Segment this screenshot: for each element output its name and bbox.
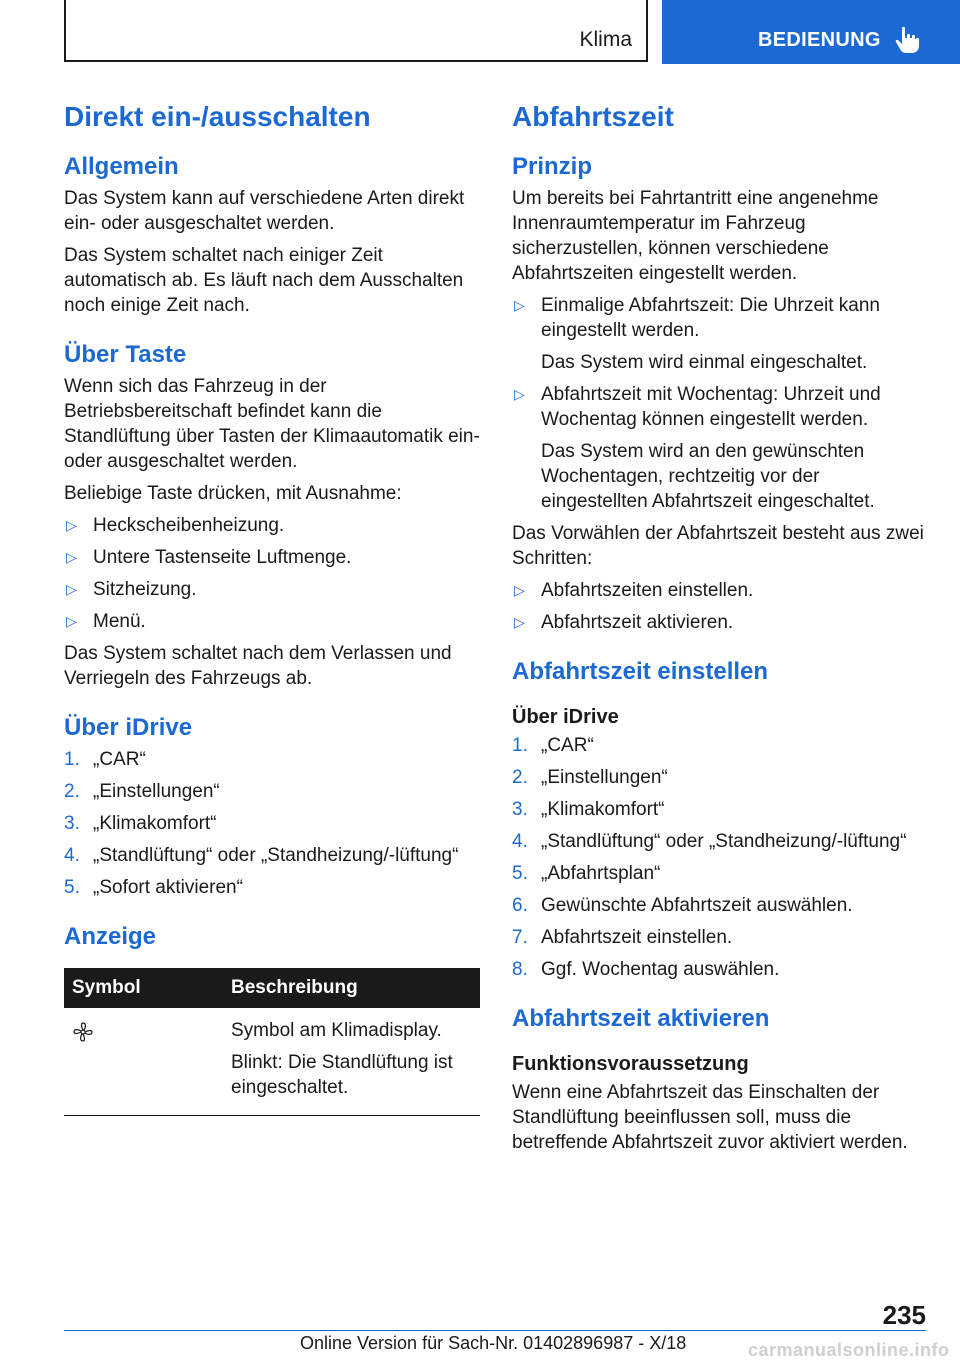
einstellen-steps [512, 733, 928, 982]
paragraph: Das System schaltet nach dem Verlassen und Verriegeln des Fahrzeugs ab. [64, 643, 452, 689]
heading-allgemein: Allgemein [64, 153, 179, 180]
header-section-box [64, 0, 648, 62]
list-item: 3. „Klimakomfort“ [64, 813, 217, 834]
list-item: 8. Ggf. Wochentag auswählen. [512, 959, 780, 980]
list-item: 4. „Standlüftung“ oder „Standheizung/-lüftung“ [64, 845, 459, 866]
watermark: carmanualsonline.info [748, 1340, 950, 1360]
table-header-symbol: Symbol [64, 968, 223, 1008]
header-chapter-title: BEDIENUNG [758, 29, 881, 51]
triangle-bullet-icon: ▷ [514, 297, 525, 313]
list-item: ▷ Heckscheibenheizung. [66, 515, 285, 536]
heading-ueber-idrive: Über iDrive [64, 714, 193, 741]
triangle-bullet-icon: ▷ [514, 614, 525, 630]
header-chapter-tab[interactable] [662, 0, 960, 64]
list-item: 1. „CAR“ [64, 749, 146, 770]
subheading-ueber-idrive: Über iDrive [512, 706, 619, 728]
list-item: 7. Abfahrtszeit einstellen. [512, 927, 733, 948]
table-cell-text: Symbol am Klimadisplay. [231, 1020, 442, 1041]
list-item: ▷ Abfahrtszeit aktivieren. [514, 612, 734, 633]
page-number: 235 [882, 1300, 926, 1330]
list-item: ▷ Untere Tastenseite Luftmenge. [66, 547, 352, 568]
triangle-bullet-icon: ▷ [514, 386, 525, 402]
abfahrtszeit-types [512, 293, 928, 514]
triangle-bullet-icon: ▷ [66, 549, 77, 565]
paragraph: Wenn sich das Fahrzeug in der Betriebsbereitschaft befindet kann die Standlüftung über Tasten der Klimaautomatik ein- oder ausgeschaltet werden. [64, 376, 480, 472]
triangle-bullet-icon: ▷ [66, 517, 77, 533]
symbol-table [64, 968, 480, 1116]
triangle-bullet-icon: ▷ [66, 581, 77, 597]
online-version-text: Online Version für Sach-Nr. 01402896987 - X/18 [300, 1333, 687, 1353]
paragraph: Das Vorwählen der Abfahrtszeit besteht aus zwei Schritten: [512, 523, 924, 569]
triangle-bullet-icon: ▷ [66, 613, 77, 629]
list-item: ▷ Einmalige Abfahrtszeit: Die Uhrzeit kann eingestellt werden. Das System wird einmal eingeschaltet. [514, 295, 880, 373]
heading-abfahrtszeit-einstellen: Abfahrtszeit einstellen [512, 658, 769, 685]
list-item: 2. „Einstellungen“ [512, 767, 668, 788]
heading-abfahrtszeit-aktivieren: Abfahrtszeit aktivieren [512, 1005, 770, 1032]
right-column [512, 100, 928, 1162]
list-item: 1. „CAR“ [512, 735, 594, 756]
list-item: ▷ Menü. [66, 611, 146, 632]
triangle-bullet-icon: ▷ [514, 582, 525, 598]
list-item: 5. „Abfahrtsplan“ [512, 863, 661, 884]
list-item: 5. „Sofort aktivieren“ [64, 877, 243, 898]
step-list [512, 578, 928, 635]
list-item: 2. „Einstellungen“ [64, 781, 220, 802]
list-item: 3. „Klimakomfort“ [512, 799, 665, 820]
table-cell-text: Blinkt: Die Standlüftung ist eingeschaltet. [231, 1052, 453, 1098]
list-item: ▷ Abfahrtszeit mit Wochentag: Uhrzeit und Wochentag können eingestellt werden. Das System wird an den gewünschten Wochentagen, rechtzeitig vor der eingestellten Abfahrtszeit eingeschaltet. [514, 384, 881, 512]
exception-list [64, 513, 480, 634]
heading-prinzip: Prinzip [512, 153, 593, 180]
table-row [64, 1008, 480, 1116]
list-item: ▷ Sitzheizung. [66, 579, 197, 600]
paragraph: Das System kann auf verschiedene Arten direkt ein- oder ausgeschaltet werden. [64, 188, 465, 234]
left-column [64, 100, 480, 1116]
paragraph: Beliebige Taste drücken, mit Ausnahme: [64, 483, 402, 504]
heading-ueber-taste: Über Taste [64, 341, 187, 368]
header-section-title: Klima [579, 28, 632, 51]
table-header-beschreibung: Beschreibung [223, 968, 480, 1008]
heading-anzeige: Anzeige [64, 923, 157, 950]
list-item: 4. „Standlüftung“ oder „Standheizung/-lüftung“ [512, 831, 907, 852]
list-item: 6. Gewünschte Abfahrtszeit auswählen. [512, 895, 853, 916]
list-item: ▷ Abfahrtszeiten einstellen. [514, 580, 754, 601]
footer-divider [64, 1330, 926, 1331]
section-title-abfahrtszeit: Abfahrtszeit [512, 101, 674, 132]
idrive-steps [64, 747, 480, 900]
subheading-funktionsvoraussetzung: Funktionsvoraussetzung [512, 1053, 749, 1075]
paragraph: Um bereits bei Fahrtantritt eine angenehme Innenraumtemperatur im Fahrzeug sicherzustellen, können verschiedene Abfahrtszeiten eingestellt werden. [512, 188, 879, 284]
hand-pointer-icon [894, 26, 920, 54]
fan-icon [72, 1021, 94, 1043]
paragraph: Wenn eine Abfahrtszeit das Einschalten der Standlüftung beeinflussen soll, muss die betreffende Abfahrtszeit zuvor aktiviert werden. [512, 1082, 908, 1153]
paragraph: Das System schaltet nach einiger Zeit automatisch ab. Es läuft nach dem Ausschalten noch einige Zeit nach. [64, 245, 464, 316]
section-title-direkt: Direkt ein-/ausschalten [64, 101, 371, 132]
